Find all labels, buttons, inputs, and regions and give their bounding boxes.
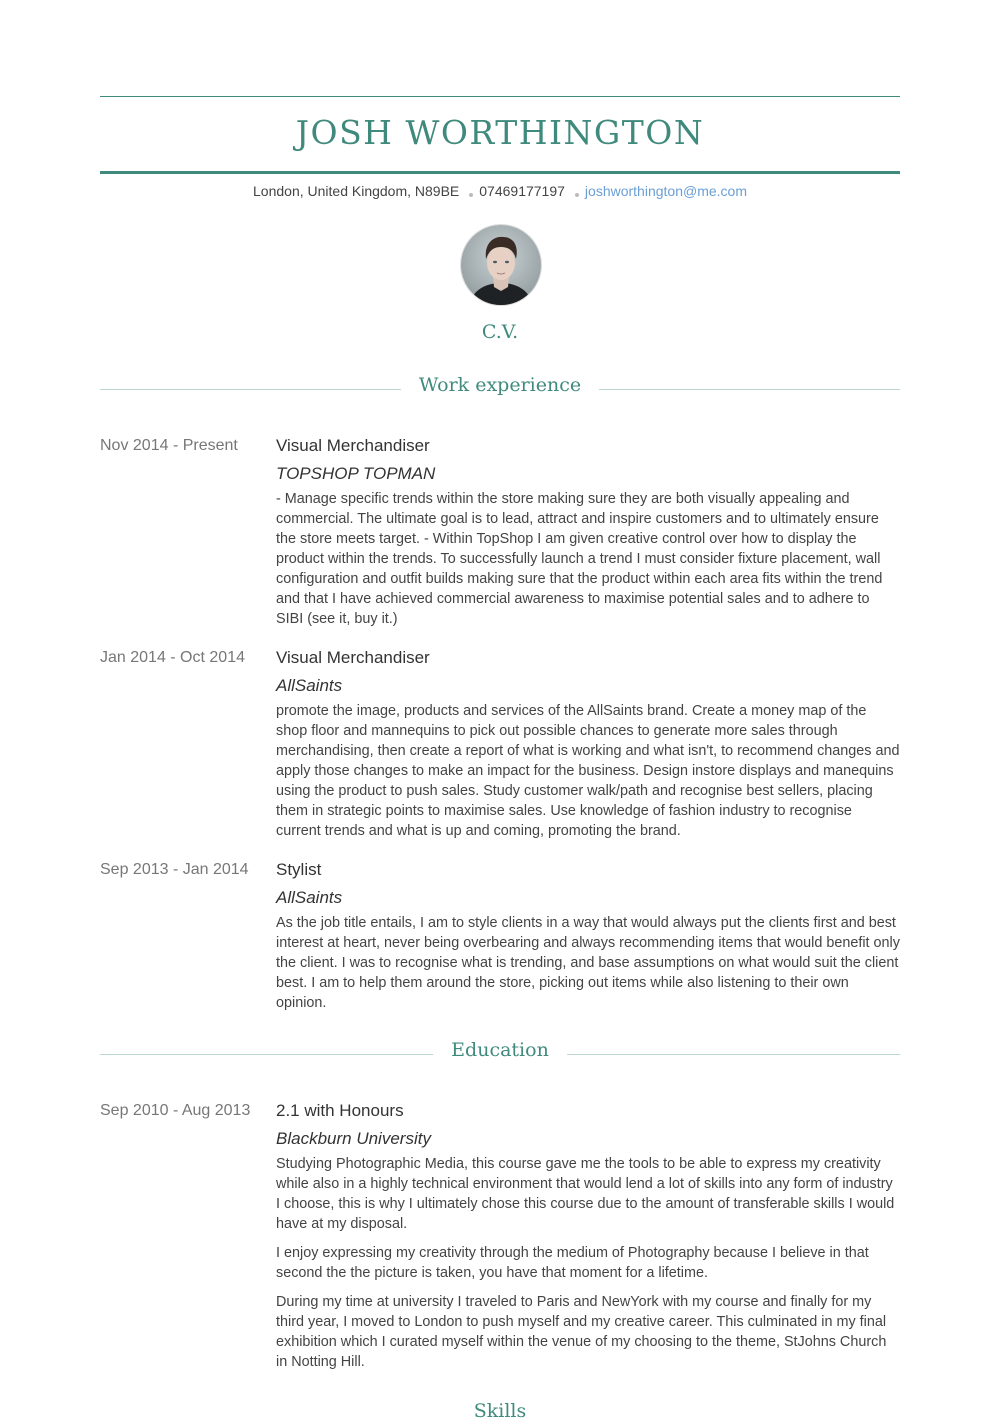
section-heading-education <box>100 1035 900 1065</box>
entry-description: - Manage specific trends within the store making sure they are both visually appealing and commercial. The ultimate goal is to lead, attract and inspire customers and to ultimately ensure the store meets target. - Within TopShop I am given creative control over how to display the product within the trends. To successfully launch a trend I must consider fixture placement, wall configuration and outfit builds making sure that the product within each area fits within the trend and that I have achieved commercial awareness to maximise potential sales and to adhere to SIBI (see it, buy it.) <box>276 491 883 627</box>
avatar <box>460 224 542 306</box>
entry-body <box>276 434 900 629</box>
profile-photo <box>461 225 541 305</box>
section-title: Education <box>433 1035 567 1065</box>
job-title: Visual Merchandiser <box>276 436 430 455</box>
entry-paragraph: Studying Photographic Media, this course gave me the tools to be able to express my creativity while also in a highly technical environment that would lend a lot of skills into any form of industry I choose, this is why I ultimately chose this course due to the amount of transferable skills I would have at my disposal. <box>276 1156 895 1232</box>
section-title: Work experience <box>401 370 599 400</box>
separator-dot-icon <box>469 193 473 197</box>
entry-date: Jan 2014 - Oct 2014 <box>100 649 245 666</box>
section-heading-work-experience <box>100 370 900 400</box>
entry-body <box>276 646 900 841</box>
employer: AllSaints <box>276 888 343 907</box>
job-title: Stylist <box>276 860 322 879</box>
entry-date: Sep 2010 - Aug 2013 <box>100 1102 251 1119</box>
job-title: Visual Merchandiser <box>276 648 430 667</box>
entry-date: Nov 2014 - Present <box>100 437 238 454</box>
contact-line <box>100 181 900 201</box>
candidate-name: JOSH WORTHINGTON <box>295 113 705 152</box>
institution: Blackburn University <box>276 1129 431 1148</box>
entry-date: Sep 2013 - Jan 2014 <box>100 861 249 878</box>
employer: TOPSHOP TOPMAN <box>276 464 436 483</box>
phone-number: 07469177197 <box>479 183 565 199</box>
entry-body <box>276 1099 900 1372</box>
entry-description: As the job title entails, I am to style clients in a way that would always put the clients first and best interest at heart, never being overbearing and always recommending items that would benefit only the client. I was to recognise what is trending, and base assumptions on what would suit the client best. I am to help them around the store, picking out items while also listening to their own opinion. <box>276 915 900 1011</box>
section-heading-skills <box>100 1396 900 1426</box>
name-header <box>100 96 900 174</box>
entry-body <box>276 858 900 1013</box>
document-title: C.V. <box>481 321 519 343</box>
employer: AllSaints <box>276 676 343 695</box>
separator-dot-icon <box>575 193 579 197</box>
entry-paragraph: I enjoy expressing my creativity through the medium of Photography because I believe in that second the the picture is taken, you have that moment for a lifetime. <box>276 1245 869 1281</box>
section-title: Skills <box>474 1396 527 1426</box>
entry-paragraph: During my time at university I traveled to Paris and NewYork with my course and finally for my third year, I moved to London to push myself and my creative career. This culminated in my final exhibition which I curated myself within the venue of my choosing to the theme, StJohns Church in Notting Hill. <box>276 1294 887 1370</box>
address: London, United Kingdom, N89BE <box>253 183 460 199</box>
degree: 2.1 with Honours <box>276 1101 404 1120</box>
email-link[interactable]: joshworthington@me.com <box>584 183 747 199</box>
entry-description: promote the image, products and services of the AllSaints brand. Create a money map of the shop floor and mannequins to pick out possible chances to generate more sales through merchandising, then create a report of what is working and what isn't, to recommend changes and apply those changes to make an impact for the business. Design instore displays and manequins using the product to push sales. Study customer walk/path and recognise best sellers, placing them in strategic points to maximise sales. Use knowledge of fashion industry to recognise current trends and what is up and coming, promoting the brand. <box>276 703 900 839</box>
